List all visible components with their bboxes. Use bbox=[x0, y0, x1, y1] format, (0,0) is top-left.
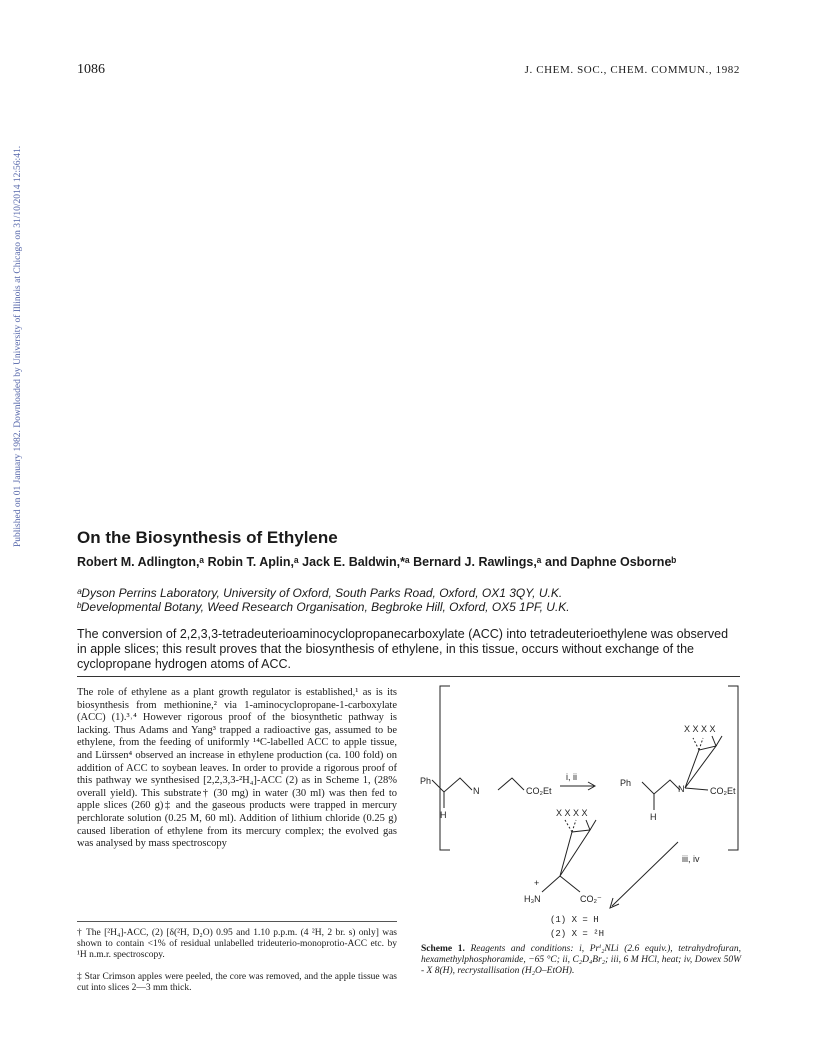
footnote-dagger: † The [²H₄]-ACC, (2) [δ(²H, D₂O) 0.95 and 1.10 p.p.m. (4 ²H, 2 br. s) only] was shown to contain <1% of residual unlabelled trideuterio-monoprotio-ACC etc. by ¹H n.m.r. spectroscopy. bbox=[77, 928, 397, 960]
bracket-left bbox=[440, 686, 450, 850]
inter-n-label: N bbox=[678, 784, 685, 794]
scheme-caption-label: Scheme 1. bbox=[421, 944, 465, 954]
product-x-bond-1 bbox=[565, 820, 572, 832]
inter-h-label: H bbox=[650, 812, 657, 822]
product-cyclopropane bbox=[560, 830, 590, 876]
product-x-bond-2 bbox=[572, 820, 576, 832]
article-abstract: The conversion of 2,2,3,3-tetradeuterioaminocyclopropanecarboxylate (ACC) into tetradeuterioethylene was observed in apple slices; this result proves that the biosynthesis of ethylene, in this tissue, occurs without exchange of the cyclopropane hydrogen atoms of ACC. bbox=[77, 627, 729, 671]
article-title: On the Biosynthesis of Ethylene bbox=[77, 528, 338, 547]
inter-x-labels: X X X X bbox=[684, 724, 716, 734]
inter-x-bond-2 bbox=[699, 738, 703, 750]
product-x-bond-4 bbox=[590, 820, 596, 830]
inter-x-bond-1 bbox=[693, 738, 699, 750]
start-imine-bond bbox=[432, 778, 472, 792]
page-number: 1086 bbox=[77, 62, 105, 77]
scheme-caption-text: Reagents and conditions: i, Prⁱ₂NLi (2.6 equiv.), tetrahydrofuran, hexamethylphosphoramide, −65 °C; ii, C₂D₄Br₂; iii, 6 M HCl, heat; iv, Dowex 50W - X 8(H), recrystallisation (H₂O–EtOH). bbox=[421, 944, 742, 976]
product-x-labels: X X X X bbox=[556, 808, 588, 818]
product-amine-label: H₃N bbox=[524, 894, 541, 904]
journal-header: J. CHEM. SOC., CHEM. COMMUN., 1982 bbox=[524, 64, 740, 76]
start-n-label: N bbox=[473, 786, 480, 796]
arrow-1-label: i, ii bbox=[566, 772, 577, 782]
scheme-1-diagram bbox=[420, 680, 750, 938]
download-watermark[interactable]: Published on 01 January 1982. Downloaded by University of Illinois at Chicago on 31/10/2014 12:56:41. bbox=[13, 145, 23, 547]
inter-x-bond-4 bbox=[716, 736, 722, 746]
affiliation-a: ᵃDyson Perrins Laboratory, University of Oxford, South Parks Road, Oxford, OX1 3QY, U.K. bbox=[77, 586, 563, 600]
body-text: The role of ethylene as a plant growth regulator is established,¹ as is its biosynthesis from methionine,² via 1-aminocyclopropane-1-carboxylate (ACC) (1).³˒⁴ However rigorous proof of the biosynthetic pathway is lacking. Thus Adams and Yang³ trapped a radioactive gas, assumed to be ethylene, from the feeding of uniformly ¹⁴C-labelled ACC to apple tissue, and Lürssen⁴ observed an increase in ethylene production (ca. 100 fold) on addition of ACC to soybean leaves. In order to provide a rigorous proof of this pathway we synthesised [2,2,3,3-²H₄]-ACC (2) as in Scheme 1, (28% overall yield). This substrate† (30 mg) in water (30 ml) was then fed to apple slices (260 g)‡ and the gaseous products were trapped in mercury perchlorate solution (0.25 M, 60 ml). Addition of lithium chloride (0.25 g) caused liberation of ethylene from its mercury complex; the evolved gas was analysed by mass spectroscopy bbox=[77, 687, 397, 850]
product-carboxylate-bond bbox=[560, 876, 580, 892]
product-x-bond-3 bbox=[586, 820, 590, 830]
compound-2-label: (2) X = ²H bbox=[550, 929, 605, 938]
start-h-label: H bbox=[440, 810, 447, 820]
reaction-arrow-2 bbox=[612, 842, 678, 906]
start-ch2-bond bbox=[498, 778, 524, 790]
arrow-2-label: iii, iv bbox=[682, 854, 700, 864]
affiliation-b: ᵇDevelopmental Botany, Weed Research Organisation, Begbroke Hill, Oxford, OX5 1PF, U.K. bbox=[77, 600, 570, 614]
product-charge-plus: + bbox=[534, 878, 540, 888]
inter-ester-label: CO₂Et bbox=[710, 786, 736, 796]
product-carboxylate-label: CO₂⁻ bbox=[580, 894, 602, 904]
inter-ester-bond bbox=[685, 788, 708, 790]
inter-cyclopropane bbox=[685, 746, 716, 788]
product-amine-bond bbox=[542, 876, 560, 892]
inter-ph-label: Ph bbox=[620, 778, 632, 788]
start-ester-label: CO₂Et bbox=[526, 786, 552, 796]
compound-1-label: (1) X = H bbox=[550, 915, 599, 925]
inter-imine-bond bbox=[642, 780, 680, 794]
scheme-caption bbox=[421, 944, 741, 977]
footnote-double-dagger: ‡ Star Crimson apples were peeled, the core was removed, and the apple tissue was cut into slices 2—3 mm thick. bbox=[77, 972, 397, 993]
inter-x-bond-3 bbox=[712, 736, 716, 746]
abstract-divider bbox=[77, 676, 740, 677]
article-authors: Robert M. Adlington,ᵃ Robin T. Aplin,ᵃ Jack E. Baldwin,*ᵃ Bernard J. Rawlings,ᵃ and Daphne Osborneᵇ bbox=[77, 555, 677, 569]
start-ph-label: Ph bbox=[420, 776, 432, 786]
footnote-divider bbox=[77, 921, 397, 922]
bracket-right bbox=[728, 686, 738, 850]
